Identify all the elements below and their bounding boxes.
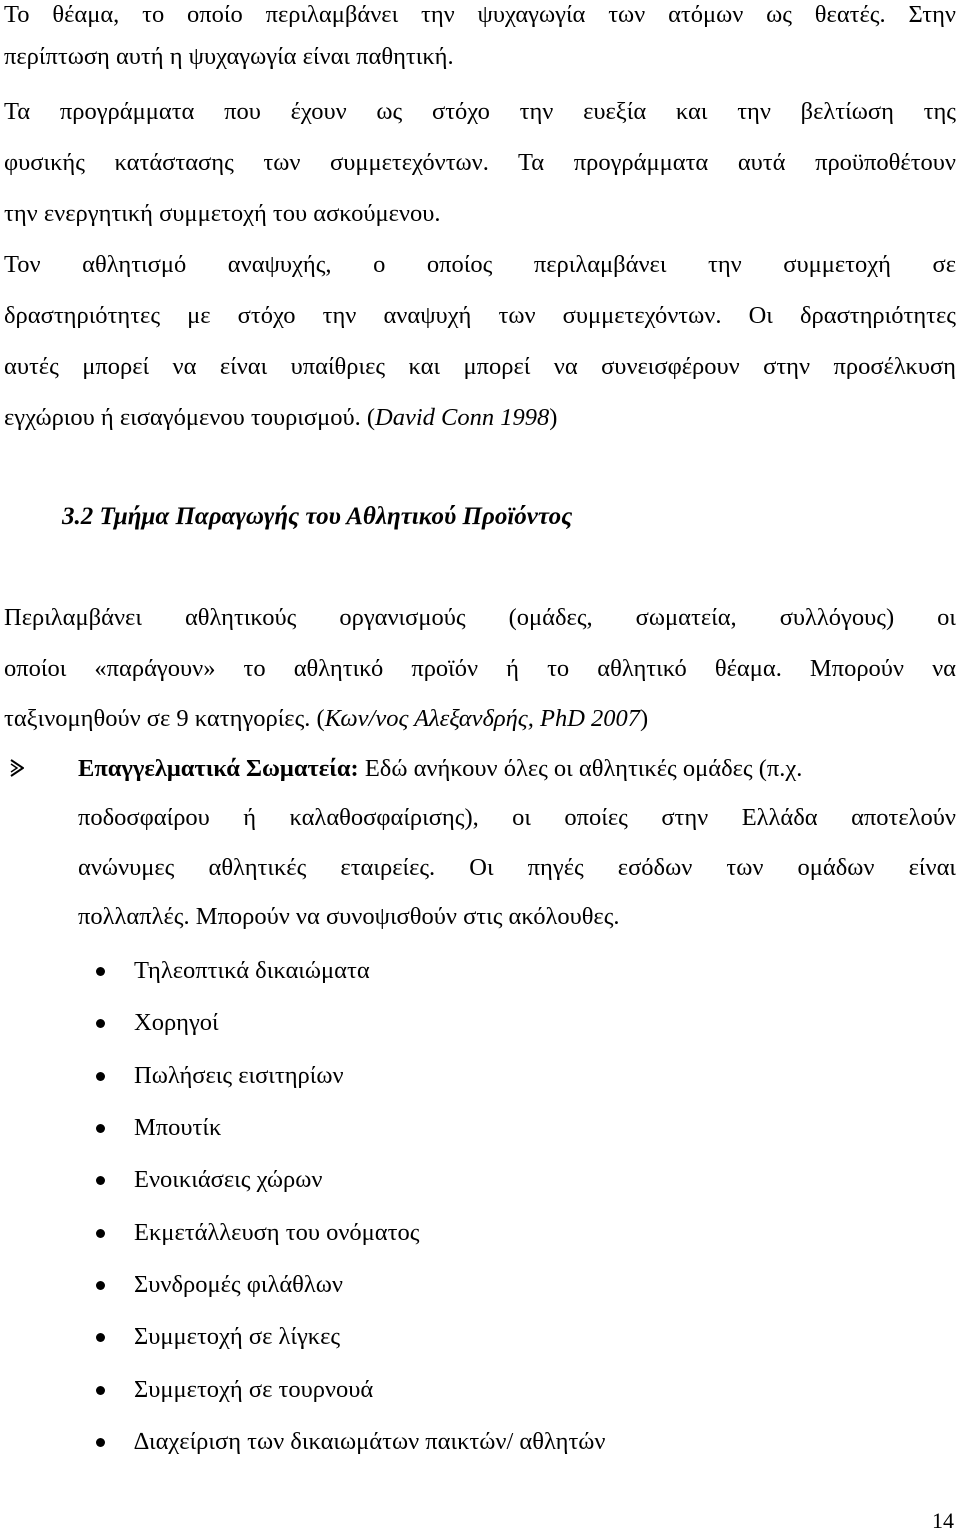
paragraph-line: οποίοι «παράγουν» το αθλητικό προϊόν ή το αθλητικό θέαμα. Μπορούν να: [4, 655, 956, 682]
list-item: [0, 1270, 960, 1300]
list-item: [0, 1427, 960, 1457]
section-heading: 3.2 Τμήμα Παραγωγής του Αθλητικού Προϊόντος: [62, 503, 573, 530]
bullet-icon: [96, 1386, 105, 1395]
paragraph-line: Περιλαμβάνει αθλητικούς οργανισμούς (ομάδες, σωματεία, συλλόγους) οι: [4, 604, 956, 631]
arrow-item-line: πολλαπλές. Μπορούν να συνοψισθούν στις ακόλουθες.: [78, 903, 620, 930]
list-item: [0, 1322, 960, 1352]
list-item-text: Συμμετοχή σε τουρνουά: [134, 1376, 374, 1403]
citation: Κων/νος Αλεξανδρής, PhD 2007: [324, 705, 641, 732]
bullet-icon: [96, 1281, 105, 1290]
intro-line: Το θέαμα, το οποίο περιλαμβάνει την ψυχαγωγία των ατόμων ως θεατές. Στην: [4, 1, 956, 28]
list-item: [0, 956, 960, 986]
arrow-item-line: [78, 754, 952, 784]
page-number: 14: [932, 1508, 954, 1533]
bullet-icon: [96, 1072, 105, 1081]
list-item-text: Συμμετοχή σε λίγκες: [134, 1323, 341, 1350]
bullet-icon: [96, 1333, 105, 1342]
intro-text: εγχώριου ή εισαγόμενου τουρισμού. (: [4, 404, 376, 431]
paragraph-text: ταξινομηθούν σε 9 κατηγορίες. (: [4, 705, 325, 732]
list-item-text: Χορηγοί: [134, 1009, 219, 1036]
list-item: [0, 1165, 960, 1195]
list-item: [0, 1113, 960, 1143]
intro-line: Τα προγράμματα που έχουν ως στόχο την ευεξία και την βελτίωση της: [4, 98, 956, 125]
intro-text: ): [549, 404, 558, 431]
list-item: [0, 1218, 960, 1248]
list-item-text: Εκμετάλλευση του ονόματος: [134, 1219, 420, 1246]
list-item-text: Συνδρομές φιλάθλων: [134, 1271, 344, 1298]
list-item-text: ∆ιαχείριση των δικαιωμάτων παικτών/ αθλητών: [134, 1428, 606, 1455]
bullet-icon: [96, 967, 105, 976]
item-text: Εδώ ανήκουν όλες οι αθλητικές ομάδες (π.χ.: [358, 755, 803, 782]
bullet-icon: [96, 1176, 105, 1185]
arrow-item-line: ανώνυμες αθλητικές εταιρείες. Οι πηγές εσόδων των ομάδων είναι: [78, 854, 956, 881]
bullet-icon: [96, 1124, 105, 1133]
paragraph-line: [4, 704, 956, 734]
list-item: [0, 1061, 960, 1091]
intro-line: φυσικής κατάστασης των συμμετεχόντων. Τα προγράμματα αυτά προϋποθέτουν: [4, 149, 956, 176]
list-item-text: Μπουτίκ: [134, 1114, 222, 1141]
arrow-bullet-icon: [10, 759, 24, 777]
list-item-text: Πωλήσεις εισιτηρίων: [134, 1062, 344, 1089]
item-heading: Επαγγελματικά Σωματεία:: [78, 755, 359, 782]
list-item-text: Ενοικιάσεις χώρων: [134, 1166, 323, 1193]
intro-line: αυτές μπορεί να είναι υπαίθριες και μπορεί να συνεισφέρουν στην προσέλκυση: [4, 353, 956, 380]
arrow-item-line: ποδοσφαίρου ή καλαθοσφαίρισης), οι οποίες στην Ελλάδα αποτελούν: [78, 804, 956, 831]
intro-line: Τον αθλητισμό αναψυχής, ο οποίος περιλαμβάνει την συμμετοχή σε: [4, 251, 956, 278]
bullet-icon: [96, 1019, 105, 1028]
citation: David Conn 1998: [375, 404, 550, 431]
intro-line: [4, 403, 956, 433]
bullet-icon: [96, 1438, 105, 1447]
paragraph-text: ): [640, 705, 649, 732]
bullet-icon: [96, 1229, 105, 1238]
intro-line: περίπτωση αυτή η ψυχαγωγία είναι παθητική.: [4, 43, 454, 70]
intro-line: την ενεργητική συμμετοχή του ασκούμενου.: [4, 200, 441, 227]
list-item-text: Τηλεοπτικά δικαιώματα: [134, 957, 370, 984]
list-item: [0, 1008, 960, 1038]
intro-line: δραστηριότητες με στόχο την αναψυχή των συμμετεχόντων. Οι δραστηριότητες: [4, 302, 956, 329]
list-item: [0, 1375, 960, 1405]
